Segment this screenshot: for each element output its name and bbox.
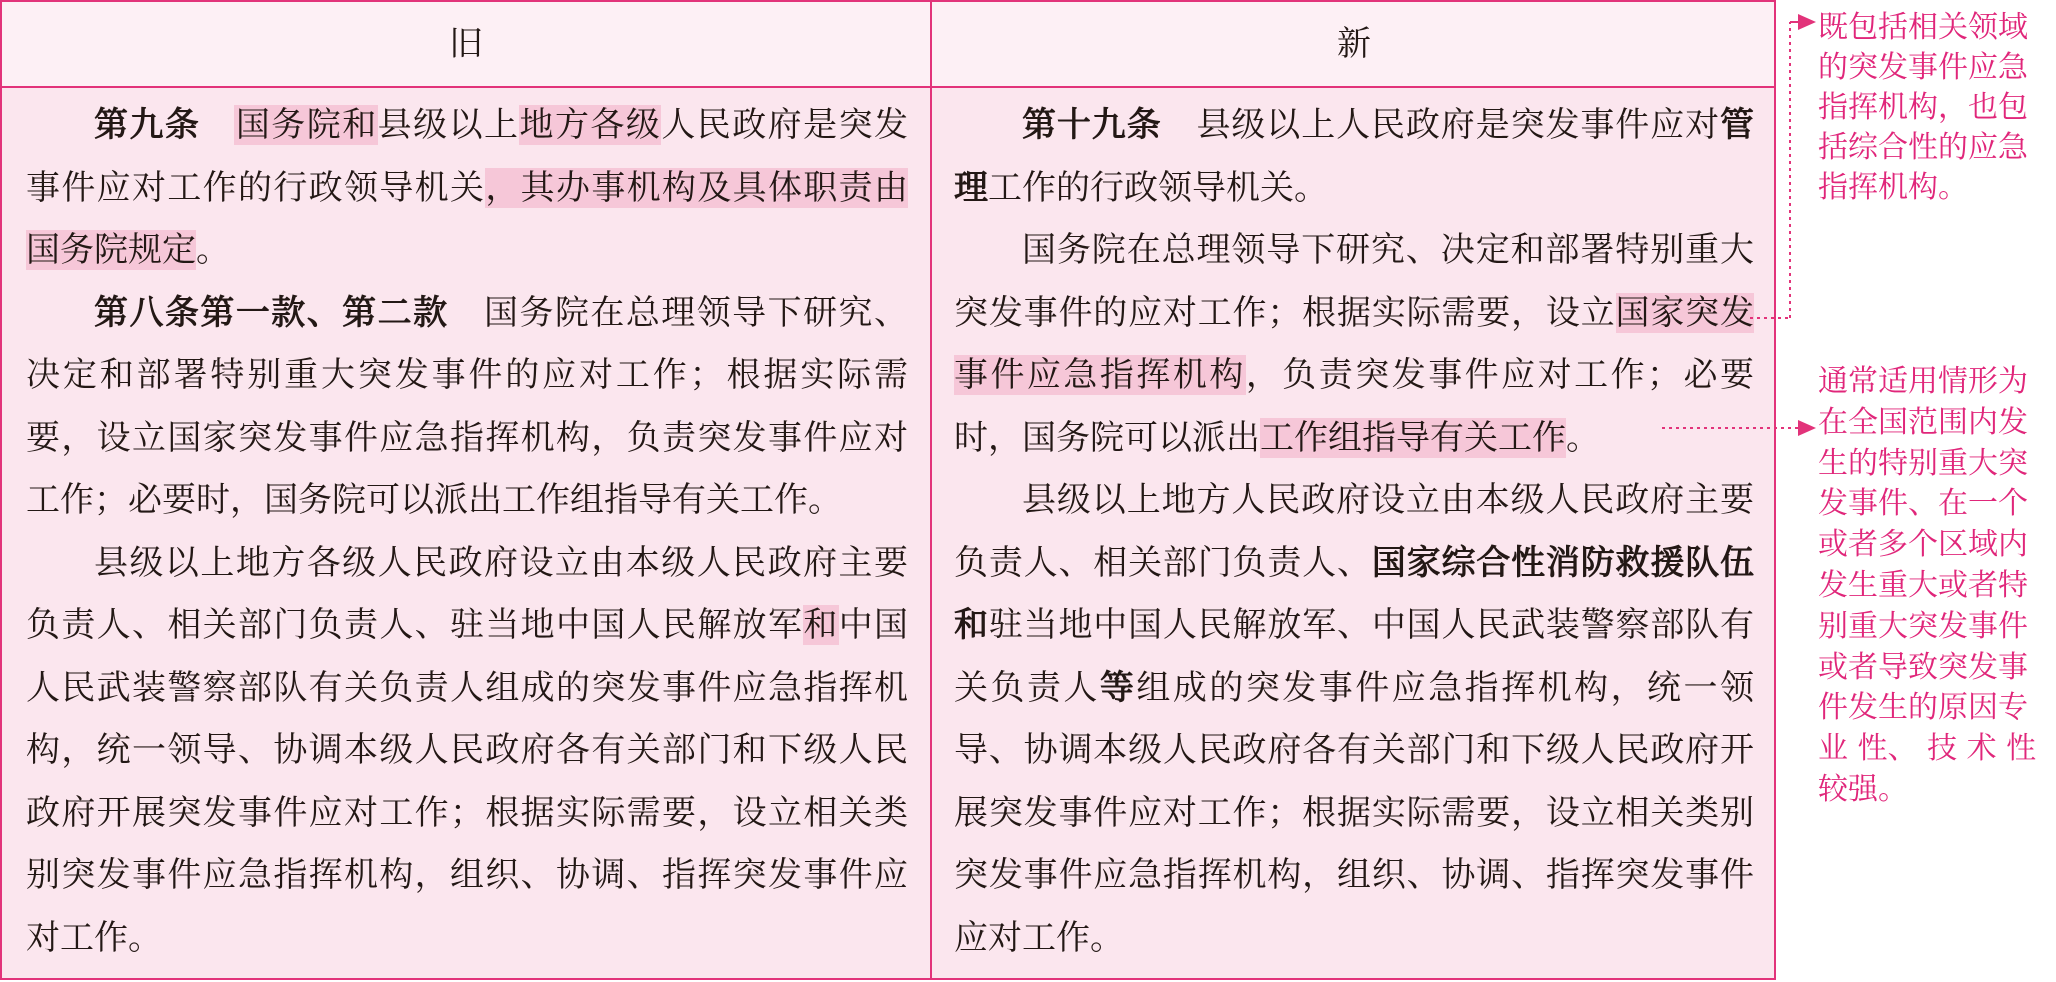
note-line: 通常适用情形为 [1818,364,2028,399]
header-new: 新 [1337,24,1371,64]
highlight-text: 和 [803,605,839,645]
side-note-2 [1818,362,2054,811]
body-text: 组成的突发事件应急指挥机构，统一领导、协调本级人民政府各有关部门和下级人民政府开展突发事件应对工作；根据实际需要，设立相关类别突发事件应急指挥机构，组织、协调、指挥突发事件应对工作。 [954,667,1755,958]
old-article-9 [26,94,908,282]
arrowhead-1 [1798,14,1816,30]
body-text: 工作的行政领导机关。 [988,167,1328,208]
note-line: 在全国范围内发 [1818,404,2028,440]
new-paragraph-2 [954,219,1754,469]
article-label: 第九条 [94,105,201,145]
highlight-text: 工作组指导有关工作 [1260,417,1566,458]
note-line: 的突发事件应急 [1818,50,2028,85]
note-line: 业 性、 技 术 性 [1818,731,2037,767]
note-line: 或者导致突发事 [1818,649,2028,685]
new-column [954,94,1754,969]
note-line: 指挥机构。 [1818,170,1968,205]
old-article-8 [26,282,908,532]
bold-text: 管理 [954,105,1755,208]
old-column [26,94,908,969]
body-text: 。 [1566,417,1600,458]
note-line: 较强。 [1818,771,1908,807]
body-text: 国务院在总理领导下研究、决定和部署特别重大突发事件的应对工作；根据实际需要，设立国家突发事件应急指挥机构，负责突发事件应对工作；必要时，国务院可以派出工作组指导有关工作。 [26,292,909,520]
highlight-text: 地方各级 [519,105,662,145]
old-paragraph-3 [26,532,908,970]
note-line: 指挥机构，也包 [1818,90,2028,125]
body-text: ，负责突发事件应对工作；必要时，国务院可以派出 [954,355,1755,458]
new-paragraph-3 [954,469,1754,969]
body-text: 县级以上人民政府是突发事件应对 [1195,105,1721,145]
new-article-19 [954,94,1754,219]
body-text: 国务院在总理领导下研究、决定和部署特别重大突发事件的应对工作；根据实际需要，设立 [954,230,1754,333]
bold-text: 等 [1099,667,1137,708]
highlight-text: 国务院和 [234,105,378,145]
note-line: 发事件、在一个 [1818,486,2028,522]
side-note-1 [1818,8,2054,208]
body-text: 。 [196,230,230,270]
body-text: 人民政府是突发事件应对工作的行政领导机关 [26,105,909,208]
note-line: 发生重大或者特 [1818,567,2028,603]
note-line: 生的特别重大突 [1818,445,2028,481]
arrowhead-2 [1798,420,1816,436]
bold-text: 国家综合性消防救援队伍和 [954,542,1755,645]
note-line: 别重大突发事件 [1818,608,2028,644]
highlight-text: 国家突发事件应急指挥机构 [954,292,1755,395]
note-line: 既包括相关领域 [1818,10,2028,45]
body-text: 县级以上地方人民政府设立由本级人民政府主要负责人、相关部门负责人、 [954,480,1754,583]
note-line: 件发生的原因专 [1818,690,2028,726]
note-line: 或者多个区域内 [1818,527,2028,563]
note-line: 括综合性的应急 [1818,130,2028,165]
body-text: 县级以上地方各级人民政府设立由本级人民政府主要负责人、相关部门负责人、驻当地中国人民解放军 [26,542,908,645]
body-text: 中国人民武装警察部队有关负责人组成的突发事件应急指挥机构，统一领导、协调本级人民政府各有关部门和下级人民政府开展突发事件应对工作；根据实际需要，设立相关类别突发事件应急指挥机构，组织、协调、指挥突发事件应对工作。 [26,605,909,958]
article-label: 第十九条 [1022,105,1162,145]
table-header [2,2,1774,88]
header-old: 旧 [449,24,483,64]
highlight-text: ，其办事机构及具体职责由国务院规定 [26,167,909,270]
column-divider [930,2,932,978]
article-label: 第八条第一款、第二款 [94,292,449,333]
body-text: 县级以上 [377,105,520,145]
body-text: 驻当地中国人民解放军、中国人民武装警察部队有关负责人 [954,605,1755,708]
